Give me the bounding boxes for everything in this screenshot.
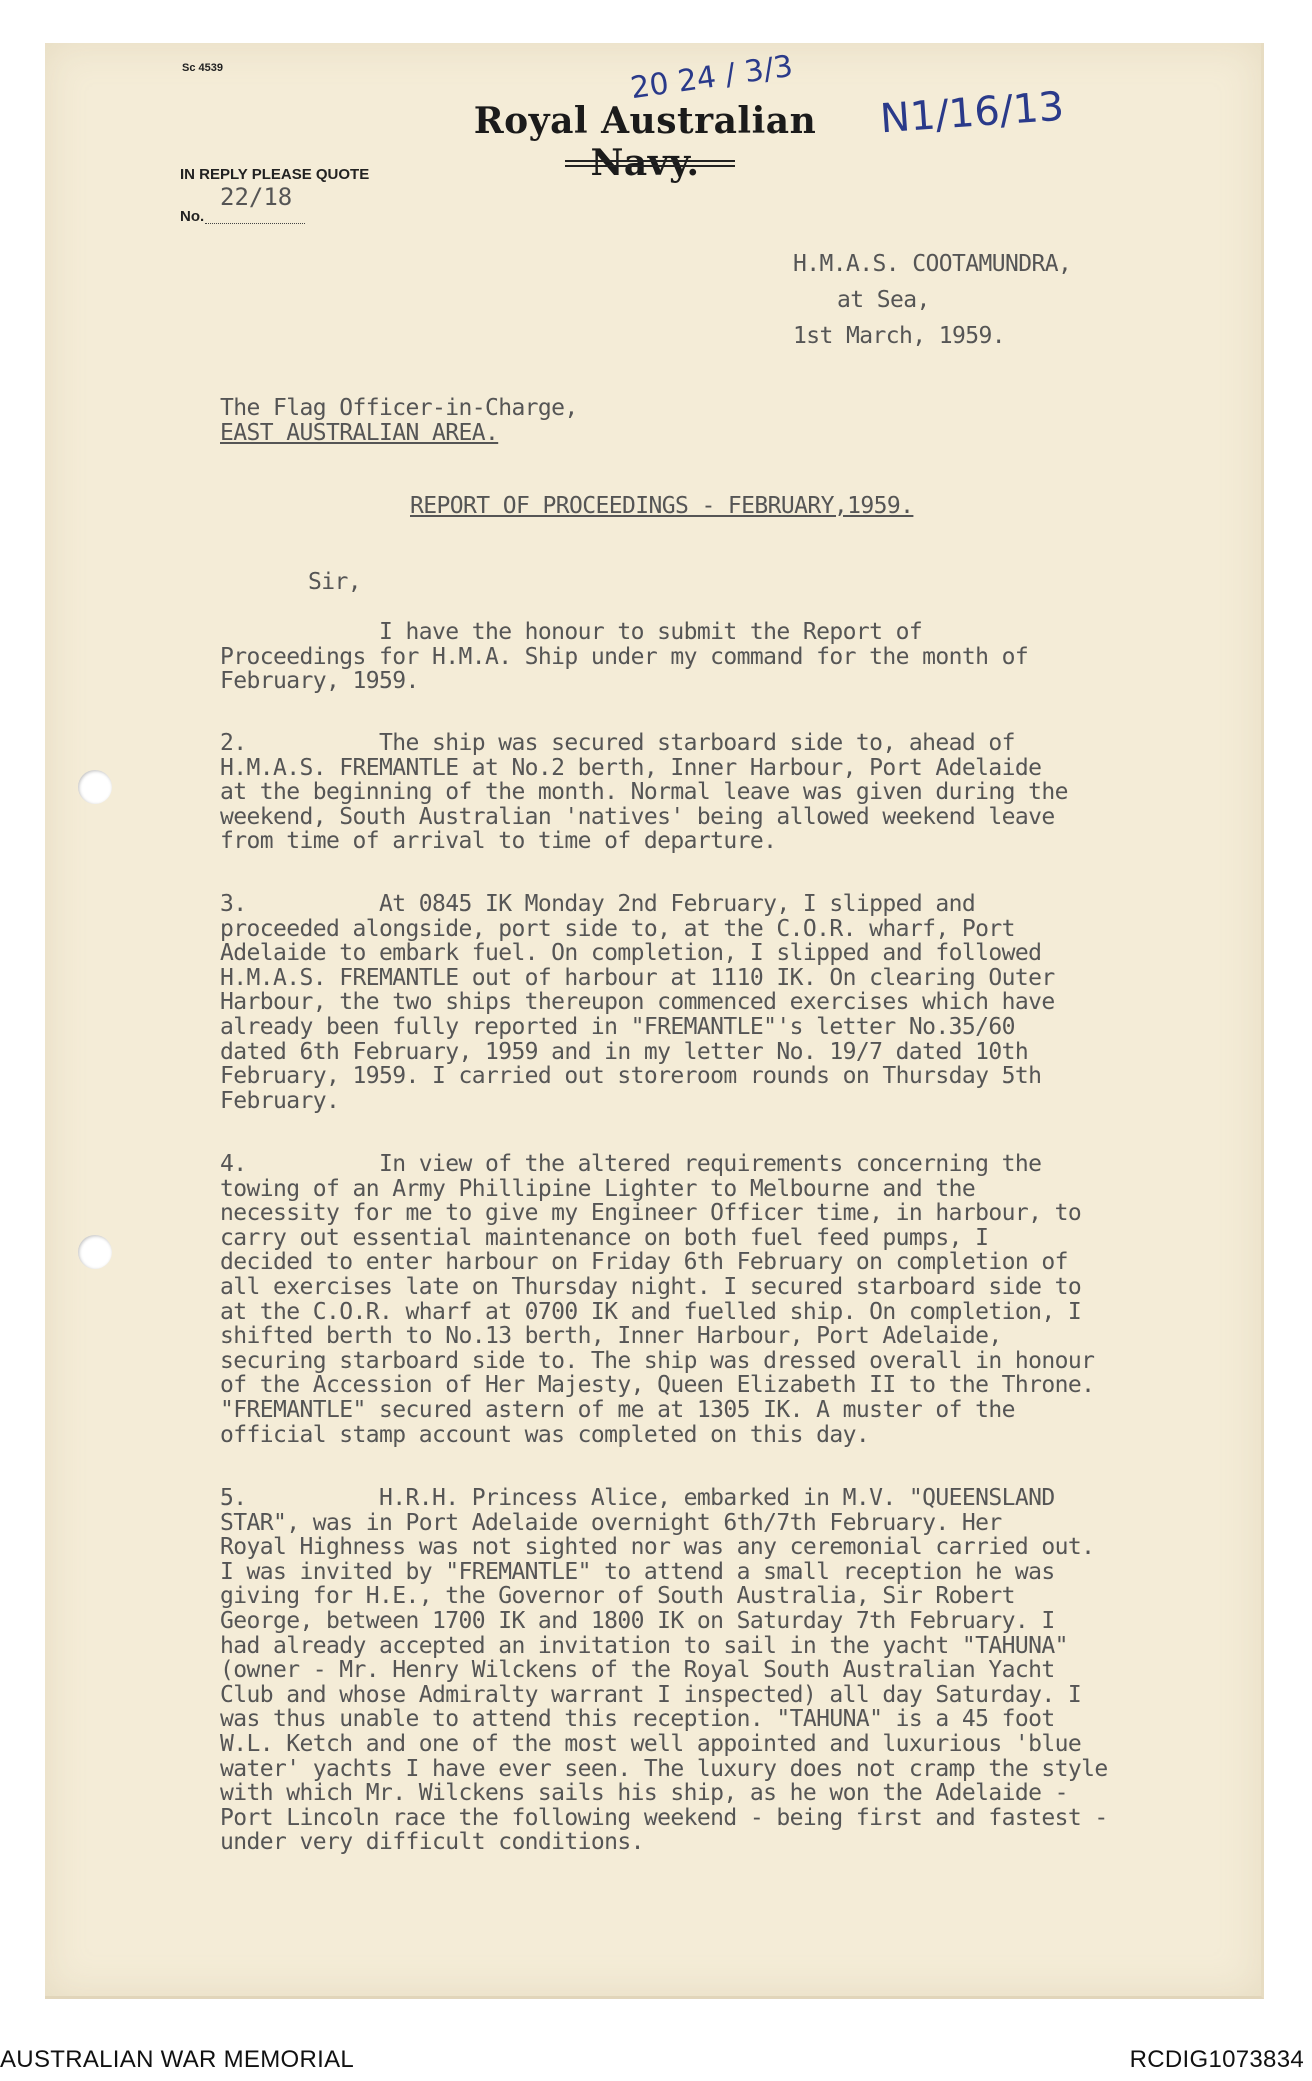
punch-hole-bottom [78, 1235, 112, 1269]
paragraph-1: I have the honour to submit the Report of Proceedings for H.M.A. Ship under my command for the month of February, 1959. [220, 619, 1029, 695]
address-location: at Sea, [837, 287, 930, 313]
sender-address [793, 246, 1071, 354]
handwritten-annotation: 20 24 / 3/3 [628, 48, 795, 107]
form-number: Sc 4539 [182, 62, 223, 74]
salutation: Sir, [308, 569, 361, 595]
report-subject: REPORT OF PROCEEDINGS - FEBRUARY,1959. [410, 493, 914, 519]
letterhead-title: Royal Australian Navy. [473, 100, 817, 184]
paragraph-3: 3. At 0845 IK Monday 2nd February, I slipped and proceeded alongside, port side to, at the C.O.R. wharf, Port Adelaide to embark fuel. On completion, I slipped and followed H.M.A.S. FREMANTLE out of harbour at 1110 IK. On clearing Outer Harbour, the two ships thereupon commenced exercises which have already been fully reported in "FREMANTLE"'s letter No.35/60 dated 6th February, 1959 and in my letter No. 19/7 dated 10th February, 1959. I carried out storeroom rounds on Thursday 5th February. [220, 891, 1055, 1114]
punch-hole-top [78, 770, 112, 804]
address-ship: H.M.A.S. COOTAMUNDRA, [793, 251, 1072, 277]
reply-quote-label: IN REPLY PLEASE QUOTE [180, 166, 370, 183]
reply-quote-number: 22/18 [220, 183, 293, 211]
reply-no-label: No. [180, 208, 205, 225]
footer-archive-name: AUSTRALIAN WAR MEMORIAL [0, 2046, 355, 2073]
footer-record-id: RCDIG1073834 [1129, 2046, 1304, 2073]
recipient-title: The Flag Officer-in-Charge, [220, 395, 578, 421]
recipient-block [220, 396, 578, 445]
letterhead-rule-2 [565, 165, 735, 167]
paragraph-5: 5. H.R.H. Princess Alice, embarked in M.V. "QUEENSLAND STAR", was in Port Adelaide overnight 6th/7th February. Her Royal Highness was not sighted nor was any ceremonial carried out. I was invited by "FREMANTLE" to attend a small reception he was giving for H.E., the Governor of South Australia, Sir Robert George, between 1700 IK and 1800 IK on Saturday 7th February. I had already accepted an invitation to sail in the yacht "TAHUNA" (owner - Mr. Henry Wilckens of the Royal South Australian Yacht Club and whose Admiralty warrant I inspected) all day Saturday. I was thus unable to attend this reception. "TAHUNA" is a 45 foot W.L. Ketch and one of the most well appointed and luxurious 'blue water' yachts I have ever seen. The luxury does not cramp the style with which Mr. Wilckens sails his ship, as he won the Adelaide - Port Lincoln race the following weekend - being first and fastest - under very difficult conditions. [220, 1485, 1108, 1856]
paragraph-2: 2. The ship was secured starboard side to, ahead of H.M.A.S. FREMANTLE at No.2 berth, Inner Harbour, Port Adelaide at the beginning of the month. Normal leave was given during the weekend, South Australian 'natives' being allowed weekend leave from time of arrival to time of departure. [220, 730, 1068, 855]
paragraph-4: 4. In view of the altered requirements concerning the towing of an Army Phillipine Lighter to Melbourne and the necessity for me to give my Engineer Officer time, in harbour, to carry out essential maintenance on both fuel feed pumps, I decided to enter harbour on Friday 6th February on completion of all exercises late on Thursday night. I secured starboard side to at the C.O.R. wharf at 0700 IK and fuelled ship. On completion, I shifted berth to No.13 berth, Inner Harbour, Port Adelaide, securing starboard side to. The ship was dressed overall in honour of the Accession of Her Majesty, Queen Elizabeth II to the Throne. "FREMANTLE" secured astern of me at 1305 IK. A muster of the official stamp account was completed on this day. [220, 1151, 1095, 1448]
handwritten-file-reference: N1/16/13 [878, 83, 1066, 143]
letterhead-rule [565, 160, 735, 162]
address-date: 1st March, 1959. [793, 323, 1005, 349]
reply-no-line [205, 223, 305, 224]
recipient-area: EAST AUSTRALIAN AREA. [220, 419, 499, 446]
